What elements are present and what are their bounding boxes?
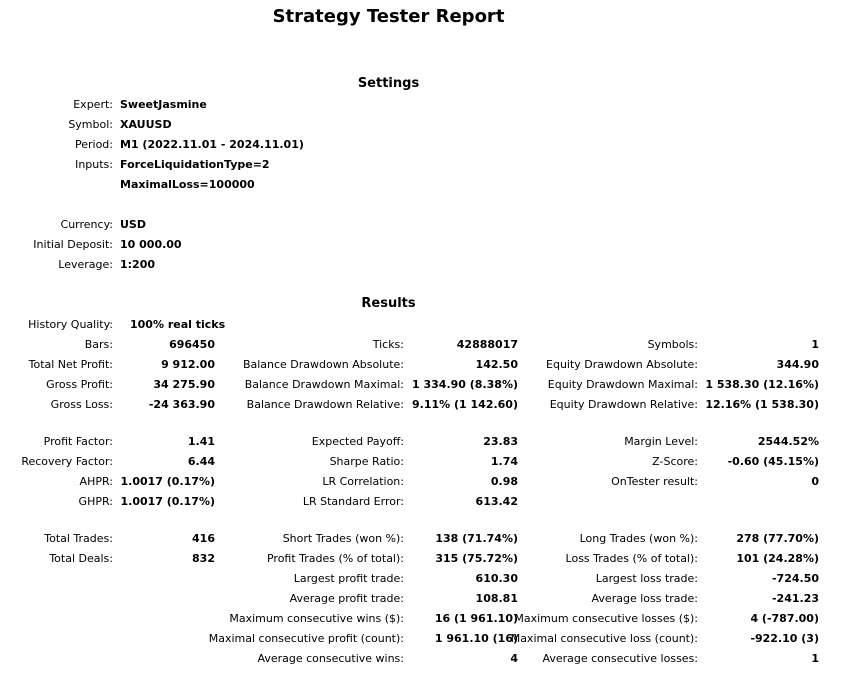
c1-label: Gross Loss: bbox=[50, 398, 113, 411]
c3-value: 344.90 bbox=[776, 358, 819, 371]
expert-value: SweetJasmine bbox=[120, 98, 207, 111]
c2-label: Expected Payoff: bbox=[311, 435, 404, 448]
c3-value: 4 (-787.00) bbox=[750, 612, 819, 625]
c2-value: 610.30 bbox=[475, 572, 518, 585]
c2-label: Largest profit trade: bbox=[293, 572, 404, 585]
results-heading: Results bbox=[361, 296, 416, 311]
c3-label: Average consecutive losses: bbox=[542, 652, 698, 665]
c3-value: -724.50 bbox=[771, 572, 819, 585]
history-quality-label: History Quality: bbox=[28, 318, 113, 331]
c3-label: Loss Trades (% of total): bbox=[565, 552, 698, 565]
c3-label: OnTester result: bbox=[611, 475, 698, 488]
c2-value: 1 334.90 (8.38%) bbox=[412, 378, 518, 391]
c1-label: GHPR: bbox=[78, 495, 113, 508]
period-value: M1 (2022.11.01 - 2024.11.01) bbox=[120, 138, 304, 151]
c3-value: 101 (24.28%) bbox=[736, 552, 819, 565]
c2-value: 0.98 bbox=[490, 475, 518, 488]
leverage-value: 1:200 bbox=[120, 258, 156, 271]
c2-value: 1.74 bbox=[490, 455, 518, 468]
c2-label: Profit Trades (% of total): bbox=[266, 552, 404, 565]
c2-label: Average profit trade: bbox=[289, 592, 404, 605]
c1-value: 1.41 bbox=[187, 435, 215, 448]
c2-label: Balance Drawdown Maximal: bbox=[244, 378, 404, 391]
c3-label: Z-Score: bbox=[652, 455, 698, 468]
c2-label: Balance Drawdown Relative: bbox=[246, 398, 404, 411]
c3-label: Margin Level: bbox=[624, 435, 698, 448]
c2-value: 613.42 bbox=[475, 495, 518, 508]
c3-label: Average loss trade: bbox=[591, 592, 698, 605]
c3-value: -922.10 (3) bbox=[750, 632, 819, 645]
c3-value: -0.60 (45.15%) bbox=[727, 455, 819, 468]
c1-label: Bars: bbox=[84, 338, 113, 351]
c3-label: Long Trades (won %): bbox=[579, 532, 698, 545]
c2-value: 42888017 bbox=[456, 338, 518, 351]
c2-value: 108.81 bbox=[475, 592, 518, 605]
c3-value: 12.16% (1 538.30) bbox=[705, 398, 819, 411]
c1-value: -24 363.90 bbox=[148, 398, 215, 411]
c1-value: 9 912.00 bbox=[161, 358, 215, 371]
c1-label: Profit Factor: bbox=[43, 435, 113, 448]
c2-label: Sharpe Ratio: bbox=[329, 455, 404, 468]
c3-label: Equity Drawdown Relative: bbox=[549, 398, 698, 411]
c1-value: 1.0017 (0.17%) bbox=[120, 475, 215, 488]
settings-heading: Settings bbox=[357, 76, 420, 91]
c1-value: 416 bbox=[192, 532, 215, 545]
c1-label: Total Trades: bbox=[44, 532, 113, 545]
c2-value: 23.83 bbox=[483, 435, 518, 448]
c2-value: 9.11% (1 142.60) bbox=[412, 398, 518, 411]
c2-label: LR Correlation: bbox=[322, 475, 404, 488]
symbol-label: Symbol: bbox=[68, 118, 113, 131]
period-label: Period: bbox=[74, 138, 113, 151]
c2-label: Maximum consecutive wins ($): bbox=[229, 612, 404, 625]
c3-label: Equity Drawdown Absolute: bbox=[546, 358, 698, 371]
c1-label: Recovery Factor: bbox=[21, 455, 113, 468]
c2-label: Short Trades (won %): bbox=[282, 532, 404, 545]
c1-value: 832 bbox=[192, 552, 215, 565]
deposit-label: Initial Deposit: bbox=[33, 238, 113, 251]
currency-value: USD bbox=[120, 218, 146, 231]
symbol-value: XAUUSD bbox=[120, 118, 172, 131]
c3-label: Largest loss trade: bbox=[595, 572, 698, 585]
c3-label: Symbols: bbox=[647, 338, 698, 351]
input-value-2: MaximalLoss=100000 bbox=[120, 178, 255, 191]
expert-label: Expert: bbox=[73, 98, 113, 111]
c2-value: 138 (71.74%) bbox=[435, 532, 518, 545]
c3-value: 1 538.30 (12.16%) bbox=[705, 378, 819, 391]
c3-value: 278 (77.70%) bbox=[736, 532, 819, 545]
c1-label: Gross Profit: bbox=[46, 378, 113, 391]
c3-value: 0 bbox=[811, 475, 819, 488]
leverage-label: Leverage: bbox=[58, 258, 113, 271]
c2-label: Average consecutive wins: bbox=[257, 652, 404, 665]
c2-label: LR Standard Error: bbox=[302, 495, 404, 508]
c3-label: Equity Drawdown Maximal: bbox=[547, 378, 698, 391]
c3-value: 1 bbox=[811, 338, 819, 351]
c1-label: Total Deals: bbox=[49, 552, 113, 565]
c1-value: 34 275.90 bbox=[153, 378, 215, 391]
c3-value: -241.23 bbox=[771, 592, 819, 605]
c2-label: Balance Drawdown Absolute: bbox=[242, 358, 404, 371]
c3-value: 2544.52% bbox=[757, 435, 819, 448]
input-value-1: ForceLiquidationType=2 bbox=[120, 158, 270, 171]
c1-label: Total Net Profit: bbox=[28, 358, 113, 371]
report-title: Strategy Tester Report bbox=[272, 6, 505, 27]
history-quality-value: 100% real ticks bbox=[130, 318, 226, 331]
c1-label: AHPR: bbox=[79, 475, 113, 488]
c2-label: Ticks: bbox=[372, 338, 404, 351]
c2-value: 4 bbox=[510, 652, 518, 665]
c2-value: 142.50 bbox=[475, 358, 518, 371]
c2-value: 1 961.10 (16) bbox=[434, 632, 518, 645]
c3-label: Maximal consecutive loss (count): bbox=[510, 632, 698, 645]
c2-value: 16 (1 961.10) bbox=[434, 612, 518, 625]
c1-value: 696450 bbox=[169, 338, 215, 351]
c2-label: Maximal consecutive profit (count): bbox=[208, 632, 404, 645]
c3-label: Maximum consecutive losses ($): bbox=[514, 612, 698, 625]
c1-value: 6.44 bbox=[187, 455, 215, 468]
c3-value: 1 bbox=[811, 652, 819, 665]
inputs-label: Inputs: bbox=[75, 158, 113, 171]
currency-label: Currency: bbox=[60, 218, 113, 231]
c2-value: 315 (75.72%) bbox=[435, 552, 518, 565]
c1-value: 1.0017 (0.17%) bbox=[120, 495, 215, 508]
deposit-value: 10 000.00 bbox=[120, 238, 182, 251]
